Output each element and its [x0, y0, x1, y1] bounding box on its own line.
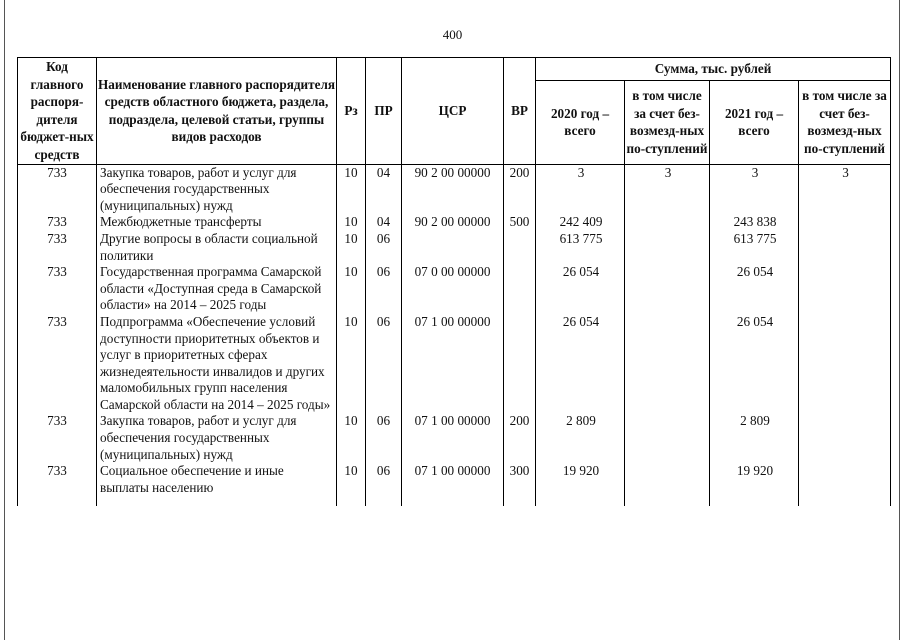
- header-pr: ПР: [366, 58, 402, 165]
- cell-name: Социальное обеспечение и иные выплаты населению: [97, 463, 337, 506]
- table-row: [18, 463, 891, 506]
- cell-2020-free: [625, 463, 710, 506]
- cell-2020-free: [625, 231, 710, 264]
- cell-code: 733: [18, 164, 97, 214]
- table-body: [18, 164, 891, 506]
- cell-2021-total: 2 809: [710, 413, 799, 463]
- cell-name: Межбюджетные трансферты: [97, 214, 337, 231]
- cell-csr: 07 1 00 00000: [402, 413, 504, 463]
- cell-2020-free: [625, 413, 710, 463]
- header-csr: ЦСР: [402, 58, 504, 165]
- cell-2021-free: [799, 463, 891, 506]
- page-number: 400: [442, 27, 463, 42]
- budget-table: [17, 57, 891, 506]
- table-row: [18, 413, 891, 463]
- cell-2021-total: 26 054: [710, 264, 799, 314]
- scan-border-left: [4, 0, 5, 640]
- header-name: Наименование главного распорядителя средств областного бюджета, раздела, подраздела, целевой статьи, группы видов расходов: [97, 58, 337, 165]
- header-2021-free: в том числе за счет без-возмезд-ных по-ступлений: [799, 81, 891, 165]
- cell-2021-total: 3: [710, 164, 799, 214]
- cell-2021-free: [799, 314, 891, 414]
- scan-border-right: [899, 0, 900, 640]
- cell-2021-total: 613 775: [710, 231, 799, 264]
- cell-vr: [504, 314, 536, 414]
- header-2020-free: в том числе за счет без-возмезд-ных по-ступлений: [625, 81, 710, 165]
- header-2021-total: 2021 год – всего: [710, 81, 799, 165]
- cell-vr: 200: [504, 164, 536, 214]
- cell-pr: 06: [366, 264, 402, 314]
- cell-csr: 90 2 00 00000: [402, 164, 504, 214]
- cell-2021-total: 19 920: [710, 463, 799, 506]
- cell-code: 733: [18, 413, 97, 463]
- cell-2020-free: [625, 314, 710, 414]
- cell-vr: 300: [504, 463, 536, 506]
- cell-code: 733: [18, 214, 97, 231]
- cell-rz: 10: [337, 264, 366, 314]
- cell-2020-total: 26 054: [536, 264, 625, 314]
- cell-2021-total: 26 054: [710, 314, 799, 414]
- header-vr: ВР: [504, 58, 536, 165]
- cell-2020-total: 242 409: [536, 214, 625, 231]
- cell-code: 733: [18, 231, 97, 264]
- cell-code: 733: [18, 463, 97, 506]
- cell-2021-free: [799, 413, 891, 463]
- cell-vr: [504, 264, 536, 314]
- cell-2020-total: 3: [536, 164, 625, 214]
- cell-csr: 90 2 00 00000: [402, 214, 504, 231]
- cell-vr: 500: [504, 214, 536, 231]
- cell-code: 733: [18, 264, 97, 314]
- cell-csr: 07 0 00 00000: [402, 264, 504, 314]
- cell-pr: 06: [366, 413, 402, 463]
- cell-2020-free: [625, 214, 710, 231]
- cell-vr: [504, 231, 536, 264]
- header-2020-total: 2020 год – всего: [536, 81, 625, 165]
- header-rz: Рз: [337, 58, 366, 165]
- cell-pr: 04: [366, 164, 402, 214]
- cell-name: Другие вопросы в области социальной политики: [97, 231, 337, 264]
- cell-pr: 06: [366, 314, 402, 414]
- cell-name: Подпрограмма «Обеспечение условий доступности приоритетных объектов и услуг в приоритетных сферах жизнедеятельности инвалидов и других маломобильных групп населения Самарской области на 2014 – 2025 годы»: [97, 314, 337, 414]
- cell-name: Закупка товаров, работ и услуг для обеспечения государственных (муниципальных) нужд: [97, 164, 337, 214]
- cell-2021-free: [799, 264, 891, 314]
- cell-code: 733: [18, 314, 97, 414]
- cell-name: Государственная программа Самарской области «Доступная среда в Самарской области» на 2014 – 2025 годы: [97, 264, 337, 314]
- cell-rz: 10: [337, 463, 366, 506]
- cell-2020-total: 19 920: [536, 463, 625, 506]
- cell-rz: 10: [337, 413, 366, 463]
- cell-pr: 06: [366, 463, 402, 506]
- cell-2021-free: [799, 231, 891, 264]
- cell-2021-free: 3: [799, 164, 891, 214]
- cell-2020-total: 2 809: [536, 413, 625, 463]
- cell-pr: 06: [366, 231, 402, 264]
- cell-name: Закупка товаров, работ и услуг для обеспечения государственных (муниципальных) нужд: [97, 413, 337, 463]
- table-row: [18, 314, 891, 414]
- cell-rz: 10: [337, 314, 366, 414]
- table-row: [18, 164, 891, 214]
- cell-csr: 07 1 00 00000: [402, 463, 504, 506]
- cell-2021-free: [799, 214, 891, 231]
- table-row: [18, 264, 891, 314]
- table-row: [18, 214, 891, 231]
- cell-csr: 07 1 00 00000: [402, 314, 504, 414]
- cell-2020-total: 613 775: [536, 231, 625, 264]
- header-code: Код главного распоря-дителя бюджет-ных средств: [18, 58, 97, 165]
- cell-2020-total: 26 054: [536, 314, 625, 414]
- cell-pr: 04: [366, 214, 402, 231]
- cell-2020-free: 3: [625, 164, 710, 214]
- cell-csr: [402, 231, 504, 264]
- header-sum-group: Сумма, тыс. рублей: [536, 58, 891, 81]
- cell-rz: 10: [337, 214, 366, 231]
- cell-2020-free: [625, 264, 710, 314]
- table-row: [18, 231, 891, 264]
- cell-rz: 10: [337, 231, 366, 264]
- cell-vr: 200: [504, 413, 536, 463]
- cell-rz: 10: [337, 164, 366, 214]
- cell-2021-total: 243 838: [710, 214, 799, 231]
